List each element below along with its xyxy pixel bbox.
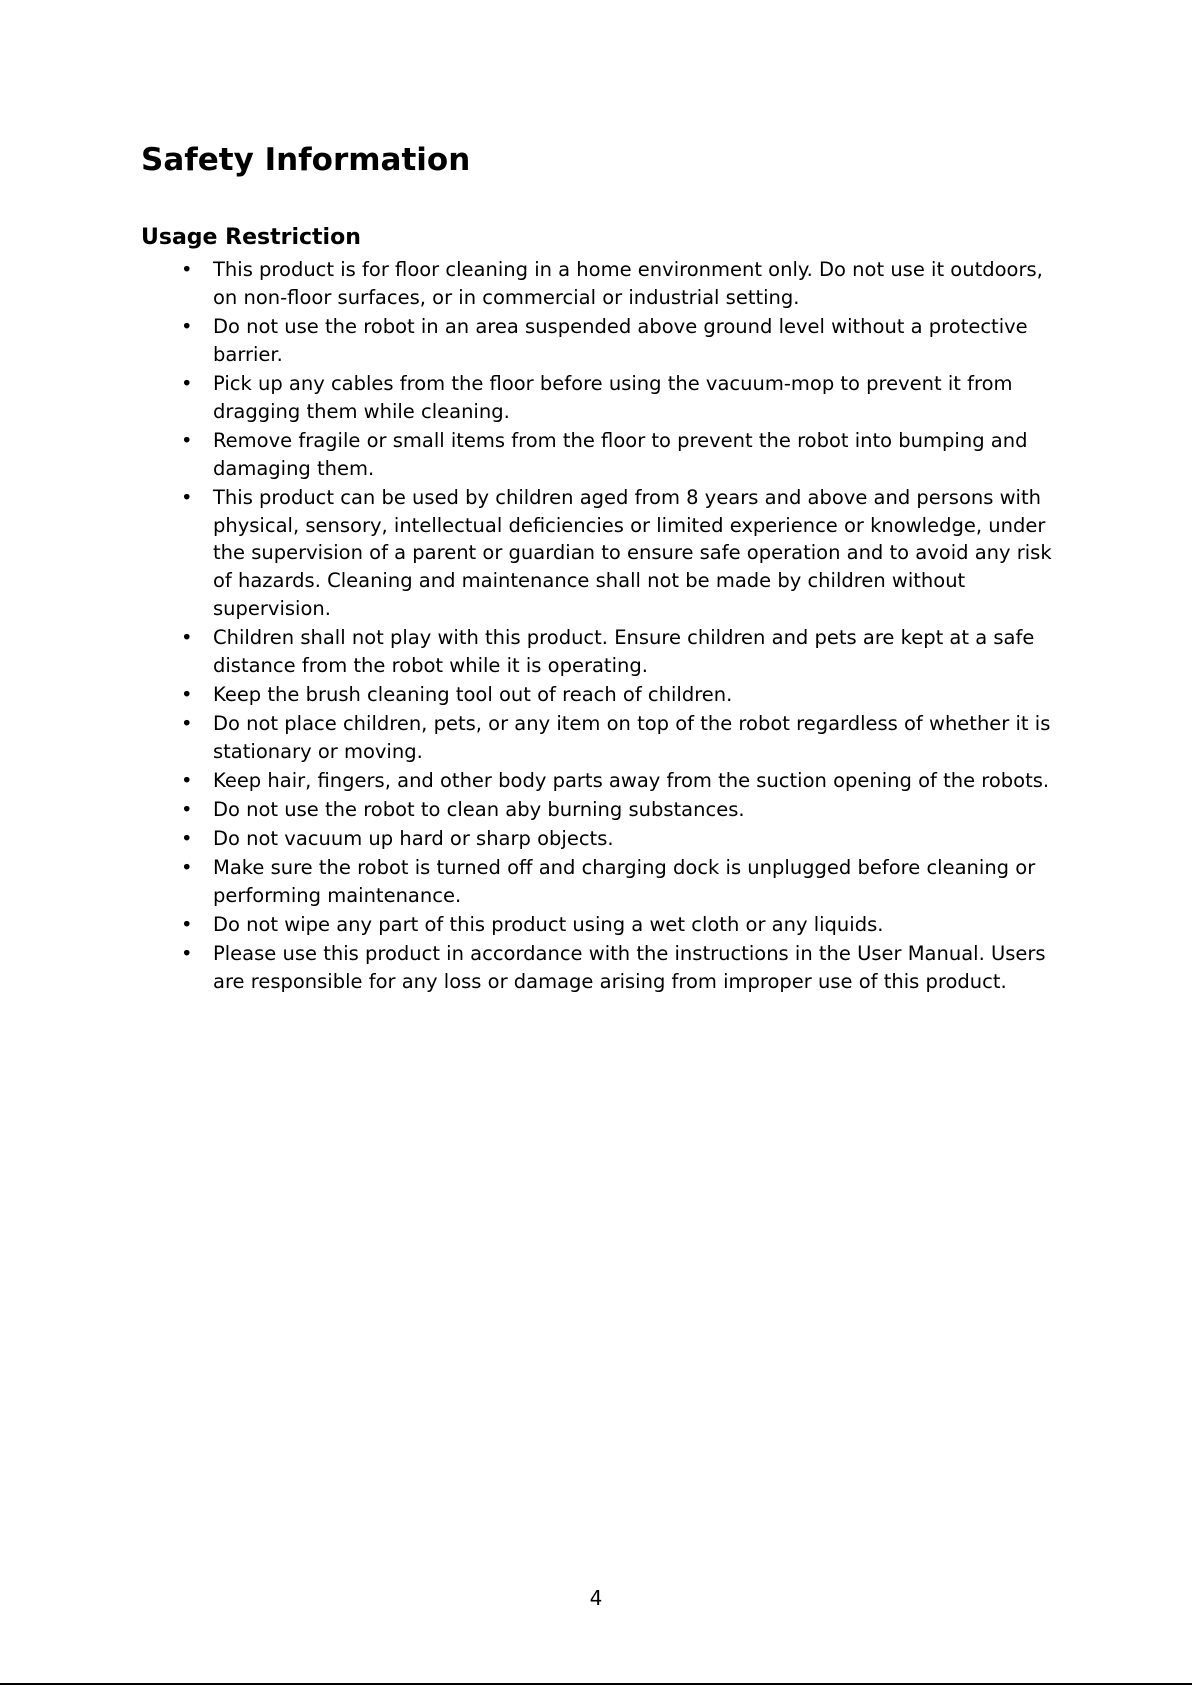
bullet-icon: •: [181, 941, 193, 965]
list-item-text: This product can be used by children aged from 8 years and above and persons with physical, sensory, intellectual deficiencies or limited experience or knowledge, under the supervision of a parent or guardian to ensure safe operation and to avoid any risk of hazards. Cleaning and maintenance shall not be made by children without supervision.: [213, 485, 1052, 621]
list-item-text: Keep hair, fingers, and other body parts away from the suction opening of the robots.: [213, 769, 1050, 793]
list-item-text: This product is for floor cleaning in a home environment only. Do not use it outdoors, on non-floor surfaces, or in commercial or industrial setting.: [213, 258, 1043, 309]
bullet-icon: •: [181, 428, 193, 452]
page-number: 4: [589, 1586, 603, 1610]
page-title: Safety Information: [141, 142, 471, 178]
list-item-text: Make sure the robot is turned off and charging dock is unplugged before cleaning or performing maintenance.: [213, 856, 1036, 907]
list-item: [141, 940, 1061, 996]
list-item: [141, 854, 1061, 910]
list-item: [141, 767, 1061, 795]
list-item: [141, 624, 1061, 680]
list-item-text: Do not use the robot in an area suspended above ground level without a protective barrier.: [213, 314, 1028, 366]
list-item: [141, 256, 1061, 312]
bullet-icon: •: [181, 371, 193, 395]
bullet-icon: •: [181, 798, 193, 822]
list-item-text: Keep the brush cleaning tool out of reach of children.: [213, 683, 733, 707]
list-item-text: Please use this product in accordance with the instructions in the User Manual. Users are responsible for any loss or damage arising from improper use of this product.: [213, 941, 1046, 993]
list-item: [141, 796, 1061, 824]
bullet-icon: •: [181, 485, 193, 509]
bullet-icon: •: [181, 769, 193, 793]
list-item: [141, 911, 1061, 939]
bullet-icon: •: [181, 683, 193, 707]
list-item: [141, 710, 1061, 766]
bullet-icon: •: [181, 712, 193, 736]
list-item-text: Do not place children, pets, or any item on top of the robot regardless of whether it is stationary or moving.: [213, 712, 1051, 764]
list-item-text: Pick up any cables from the floor before using the vacuum-mop to prevent it from dragging them while cleaning.: [213, 371, 1013, 423]
list-item: [141, 370, 1061, 426]
list-item-text: Children shall not play with this product. Ensure children and pets are kept at a safe distance from the robot while it is operating.: [213, 626, 1035, 678]
list-item: [141, 825, 1061, 853]
list-item-text: Remove fragile or small items from the floor to prevent the robot into bumping and damaging them.: [213, 428, 1028, 480]
section-heading-usage-restriction: Usage Restriction: [141, 225, 361, 250]
list-item: [141, 427, 1061, 483]
list-item: [141, 313, 1061, 369]
bullet-icon: •: [181, 912, 193, 936]
bullet-icon: •: [181, 626, 193, 650]
bullet-icon: •: [181, 258, 193, 281]
bullet-icon: •: [181, 856, 193, 880]
list-item-text: Do not use the robot to clean aby burning substances.: [213, 798, 745, 822]
list-item-text: Do not vacuum up hard or sharp objects.: [213, 827, 614, 851]
list-item: [141, 484, 1061, 624]
list-item: [141, 681, 1061, 709]
list-item-text: Do not wipe any part of this product using a wet cloth or any liquids.: [213, 912, 884, 936]
usage-restriction-list: [141, 256, 1061, 997]
bullet-icon: •: [181, 314, 193, 338]
bullet-icon: •: [181, 827, 193, 851]
